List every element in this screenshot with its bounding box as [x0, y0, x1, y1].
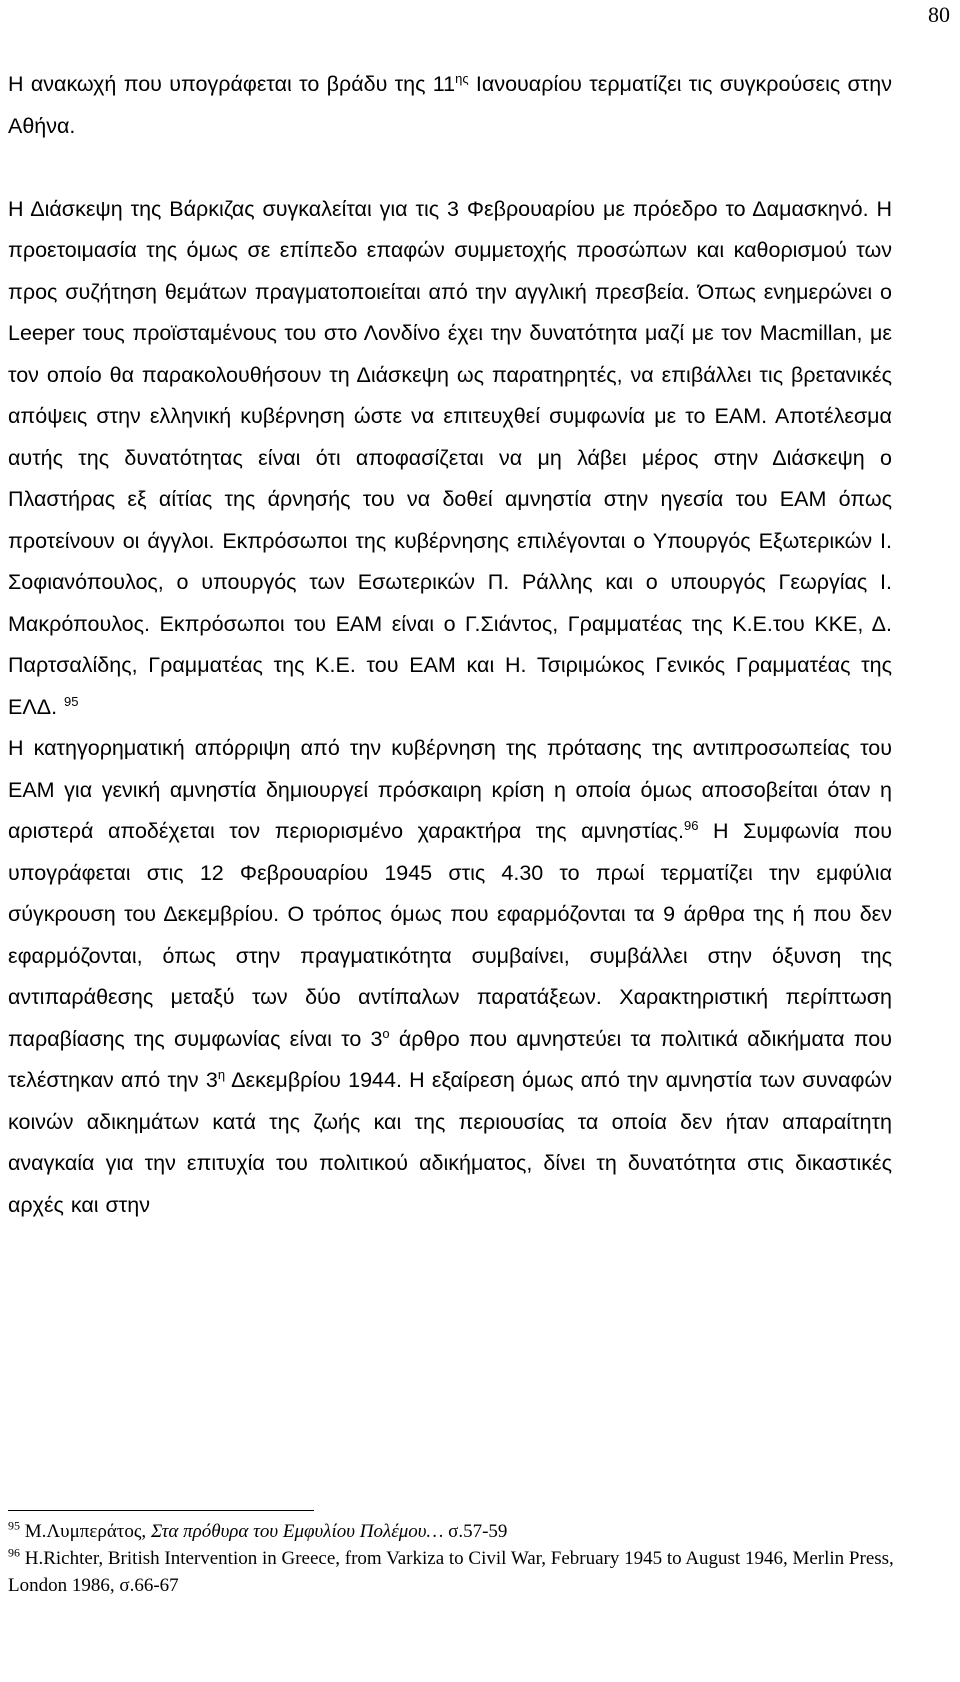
paragraph-2-text: Η Διάσκεψη της Βάρκιζας συγκαλείται για τις 3 Φεβρουαρίου με πρόεδρο το Δαμασκηνό. Η προετοιμασία της όμως σε επίπεδο επαφών συμμετοχής προσώπων και καθορισμού των προς συζήτηση θεμάτων πραγματοποιείται από την αγγλική πρεσβεία. Όπως ενημερώνει ο Leeper τους προϊσταμένους του στο Λονδίνο έχει την δυνατότητα μαζί με τον Macmillan, με τον οποίο θα παρακολουθήσουν τη Διάσκεψη ως παρατηρητές, να επιβάλλει τις βρετανικές απόψεις στην ελληνική κυβέρνηση ώστε να επιτευχθεί συμφωνία με το ΕΑΜ. Αποτέλεσμα αυτής της δυνατότητας είναι ότι αποφασίζεται να μη λάβει μέρος στην Διάσκεψη ο Πλαστήρας εξ αίτίας της άρνησής του να δοθεί αμνηστία στην ηγεσία του ΕΑΜ όπως προτείνουν οι άγγλοι. Εκπρόσωποι της κυβέρνησης επιλέγονται ο Υπουργός Εξωτερικών Ι. Σοφιανόπουλος, ο υπουργός των Εσωτερικών Π. Ράλλης και ο υπουργός Γεωργίας Ι. Μακρόπουλος. Εκπρόσωποι του ΕΑΜ είναι ο Γ.Σιάντος, Γραμματέας της Κ.Ε.του ΚΚΕ, Δ. Παρτσαλίδης, Γραμματέας της Κ.Ε. του ΕΑΜ και Η. Τσιριμώκος Γενικός Γραμματέας της ΕΛΔ.: [8, 196, 892, 719]
footnote-pages: σ.57-59: [443, 1521, 508, 1542]
footnote-separator: [8, 1510, 314, 1511]
paragraph-1-text-b: Ιανουαρίου τερματίζει τις συγκρούσεις στην Αθήνα.: [8, 72, 892, 138]
paragraph-3-text-a: Η κατηγορηματική απόρριψη από την κυβέρνηση της πρότασης της αντιπροσωπείας του ΕΑΜ για γενική αμνηστία δημιουργεί πρόσκαιρη κρίση η οποία όμως αποσοβείται όταν η αριστερά αποδέχεται τον περιορισμένο χαρακτήρα της αμνηστίας.: [8, 736, 892, 843]
paragraph-3: [8, 728, 892, 1226]
footnote-text: H.Richter, British Intervention in Greece, from Varkiza to Civil War, February 1945 to August 1946, Merlin Press, London 1986, σ.66-67: [8, 1548, 894, 1596]
superscript-ordinal: ο: [382, 1025, 390, 1041]
footnote-95: [8, 1518, 908, 1545]
body-text: [8, 64, 892, 1226]
paragraph-1: [8, 64, 892, 147]
superscript-ordinal: η: [217, 1066, 226, 1082]
footnote-author: Μ.Λυμπεράτος,: [20, 1521, 151, 1542]
superscript-ordinal: ης: [455, 70, 469, 86]
paragraph-2: [8, 189, 892, 729]
footnote-96: [8, 1545, 908, 1599]
footnote-number: 96: [8, 1545, 20, 1560]
paragraph-3-text-c: άρθρο που αμνηστεύει τα πολιτικά αδικήματα που τελέστηκαν από την 3: [8, 1026, 892, 1092]
footnote-ref-96[interactable]: 96: [684, 817, 699, 833]
footnote-number: 95: [8, 1518, 20, 1533]
paragraph-3-text-d: Δεκεμβρίου 1944. Η εξαίρεση όμως από την αμνηστία των συναφών κοινών αδικημάτων κατά της ζωής και της περιουσίας τα οποία δεν ήταν απαραίτητη αναγκαία για την επιτυχία του πολιτικού αδικήματος, δίνει τη δυνατότητα στις δικαστικές αρχές και στην: [8, 1068, 892, 1217]
page-number: 80: [928, 2, 950, 27]
footnote-ref-95[interactable]: 95: [64, 693, 79, 709]
footnotes: [8, 1518, 908, 1599]
paragraph-3-text-b: Η Συμφωνία που υπογράφεται στις 12 Φεβρουαρίου 1945 στις 4.30 το πρωί τερματίζει την εμφύλια σύγκρουση του Δεκεμβρίου. Ο τρόπος όμως που εφαρμόζονται τα 9 άρθρα της ή που δεν εφαρμόζονται, όπως στην πραγματικότητα συμβαίνει, συμβάλλει στην όξυνση της αντιπαράθεσης μεταξύ των δύο αντίπαλων παρατάξεων. Χαρακτηριστική περίπτωση παραβίασης της συμφωνίας είναι το 3: [8, 819, 892, 1051]
footnote-title: Στα πρόθυρα του Εμφυλίου Πολέμου…: [150, 1521, 444, 1542]
paragraph-1-text-a: Η ανακωχή που υπογράφεται το βράδυ της 11: [8, 72, 456, 96]
